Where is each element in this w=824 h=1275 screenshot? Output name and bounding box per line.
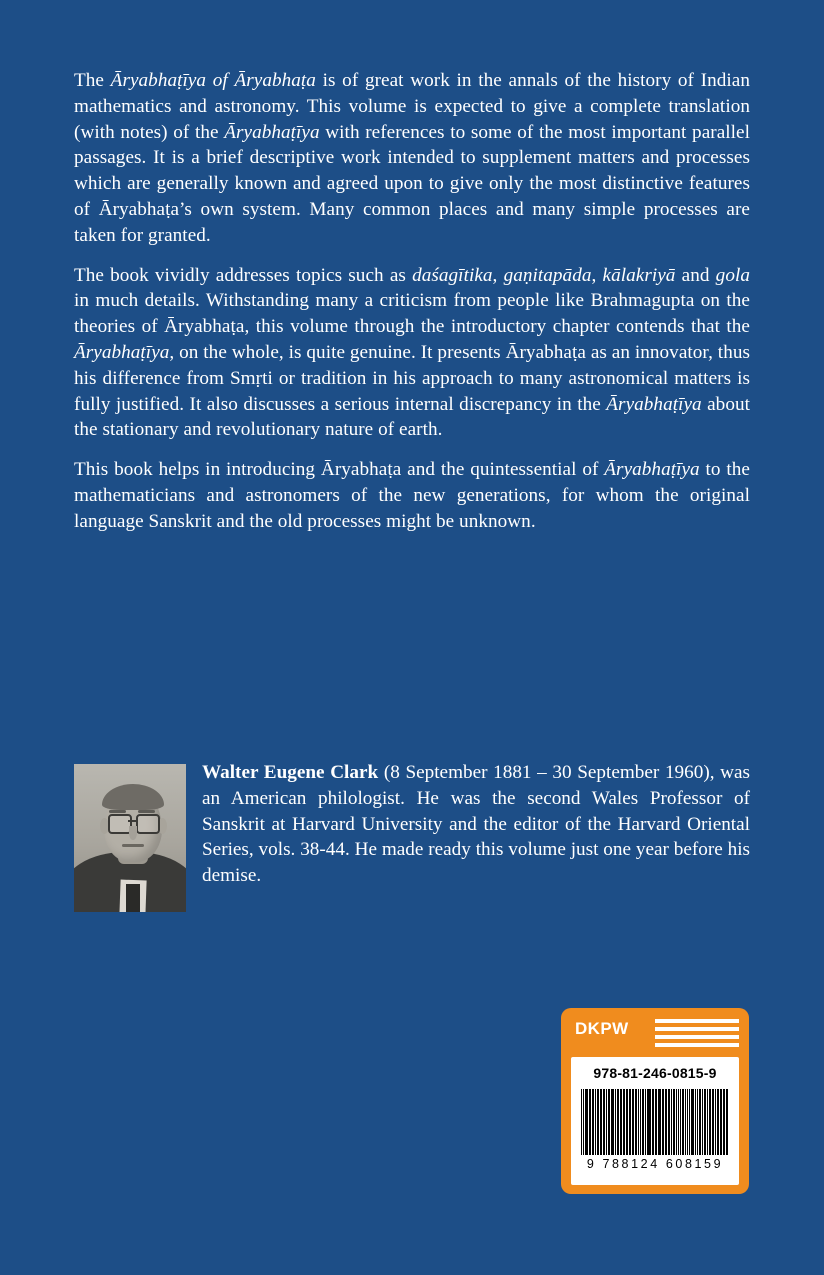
- blurb-p1-b: is of great work in the annals of the history of Indian mathematics and astronomy. This volume is expected to give a complete translation (with notes) of the: [74, 70, 750, 143]
- blurb-p3-b: to the mathematicians and astronomers of the new generations, for whom the original language Sanskrit and the old processes might be unknown.: [74, 459, 751, 532]
- blurb-p2-f: , on the whole, is quite genuine. It presents Āryabhaṭa as an innovator, thus his difference from Smṛti or tradition in his approach to many astronomical matters is fully justified. It also discusses a serious internal discrepancy in the: [74, 341, 750, 415]
- author-portrait-image: [74, 764, 186, 912]
- blurb-p2-e: in much details. Withstanding many a criticism from people like Brahmagupta on the theories of Āryabhaṭa, this volume through the introductory chapter contends that the: [74, 290, 750, 338]
- isbn-number: 978-81-246-0815-9: [593, 1065, 717, 1081]
- blurb-paragraph-2: [74, 263, 750, 444]
- blurb-p2-a: The book vividly addresses topics such as: [74, 264, 413, 286]
- blurb-p3-t1: Āryabhaṭīya: [604, 459, 700, 481]
- author-bio-text: (8 September 1881 – 30 September 1960), was an American philologist. He was the second Wales Professor of Sanskrit at Harvard University and the editor of the Harvard Oriental Series, vols. 38-44. He made ready this volume just one year before his demise.: [202, 762, 750, 887]
- blurb-p2-b: ,: [492, 264, 504, 286]
- blurb-paragraph-1: [74, 68, 750, 249]
- publisher-stripes-icon: [655, 1019, 739, 1049]
- blurb-p1-a: The: [74, 70, 111, 91]
- blurb-paragraph-3: [74, 457, 750, 534]
- publisher-barcode-badge: [561, 1008, 749, 1194]
- author-block: [74, 760, 750, 916]
- portrait-spectacle-right: [136, 814, 160, 834]
- barcode-bars-icon: [581, 1089, 729, 1155]
- blurb-p2-t5: Āryabhaṭīya: [74, 341, 170, 363]
- blurb-p1-title2: Āryabhaṭīya: [224, 121, 320, 143]
- badge-inner: [571, 1017, 739, 1185]
- blurb-p2-c: ,: [591, 264, 603, 286]
- blurb-p2-t2: gaṇitapāda: [503, 264, 592, 286]
- author-name: Walter Eugene Clark: [202, 762, 379, 783]
- publisher-logo-text: DKPW: [575, 1019, 629, 1038]
- blurb-p2-t3: kālakriyā: [602, 264, 676, 286]
- portrait-nose: [129, 826, 137, 840]
- blurb-p2-g: about the stationary and revolutionary nature of earth.: [74, 393, 750, 441]
- portrait-eyebrow-left: [109, 810, 126, 813]
- blurb-p2-t6: Āryabhaṭīya: [606, 393, 702, 415]
- blurb-p2-t4: gola: [715, 264, 750, 286]
- blurb-text: [74, 68, 750, 535]
- blurb-p1-title1: Āryabhaṭīya of Āryabhaṭa: [110, 70, 316, 91]
- blurb-p2-t1: daśagītika: [412, 264, 493, 286]
- barcode-digits: 9 788124 608159: [586, 1157, 724, 1171]
- blurb-p1-c: with references to some of the most important parallel passages. It is a brief descriptive work intended to supplement matters and processes which are generally known and agreed upon to give only the most distinctive features of Āryabhaṭa’s own system. Many common places and many simple processes are taken for granted.: [74, 121, 750, 246]
- portrait-tie: [126, 884, 140, 912]
- blurb-p3-a: This book helps in introducing Āryabhaṭa and the quintessential of: [74, 459, 605, 481]
- blurb-p2-d: and: [675, 264, 716, 286]
- publisher-logo-row: [571, 1017, 739, 1053]
- portrait-spectacle-bridge: [128, 820, 136, 822]
- portrait-mouth: [122, 844, 144, 847]
- barcode-panel: [571, 1057, 739, 1185]
- portrait-eyebrow-right: [138, 810, 155, 813]
